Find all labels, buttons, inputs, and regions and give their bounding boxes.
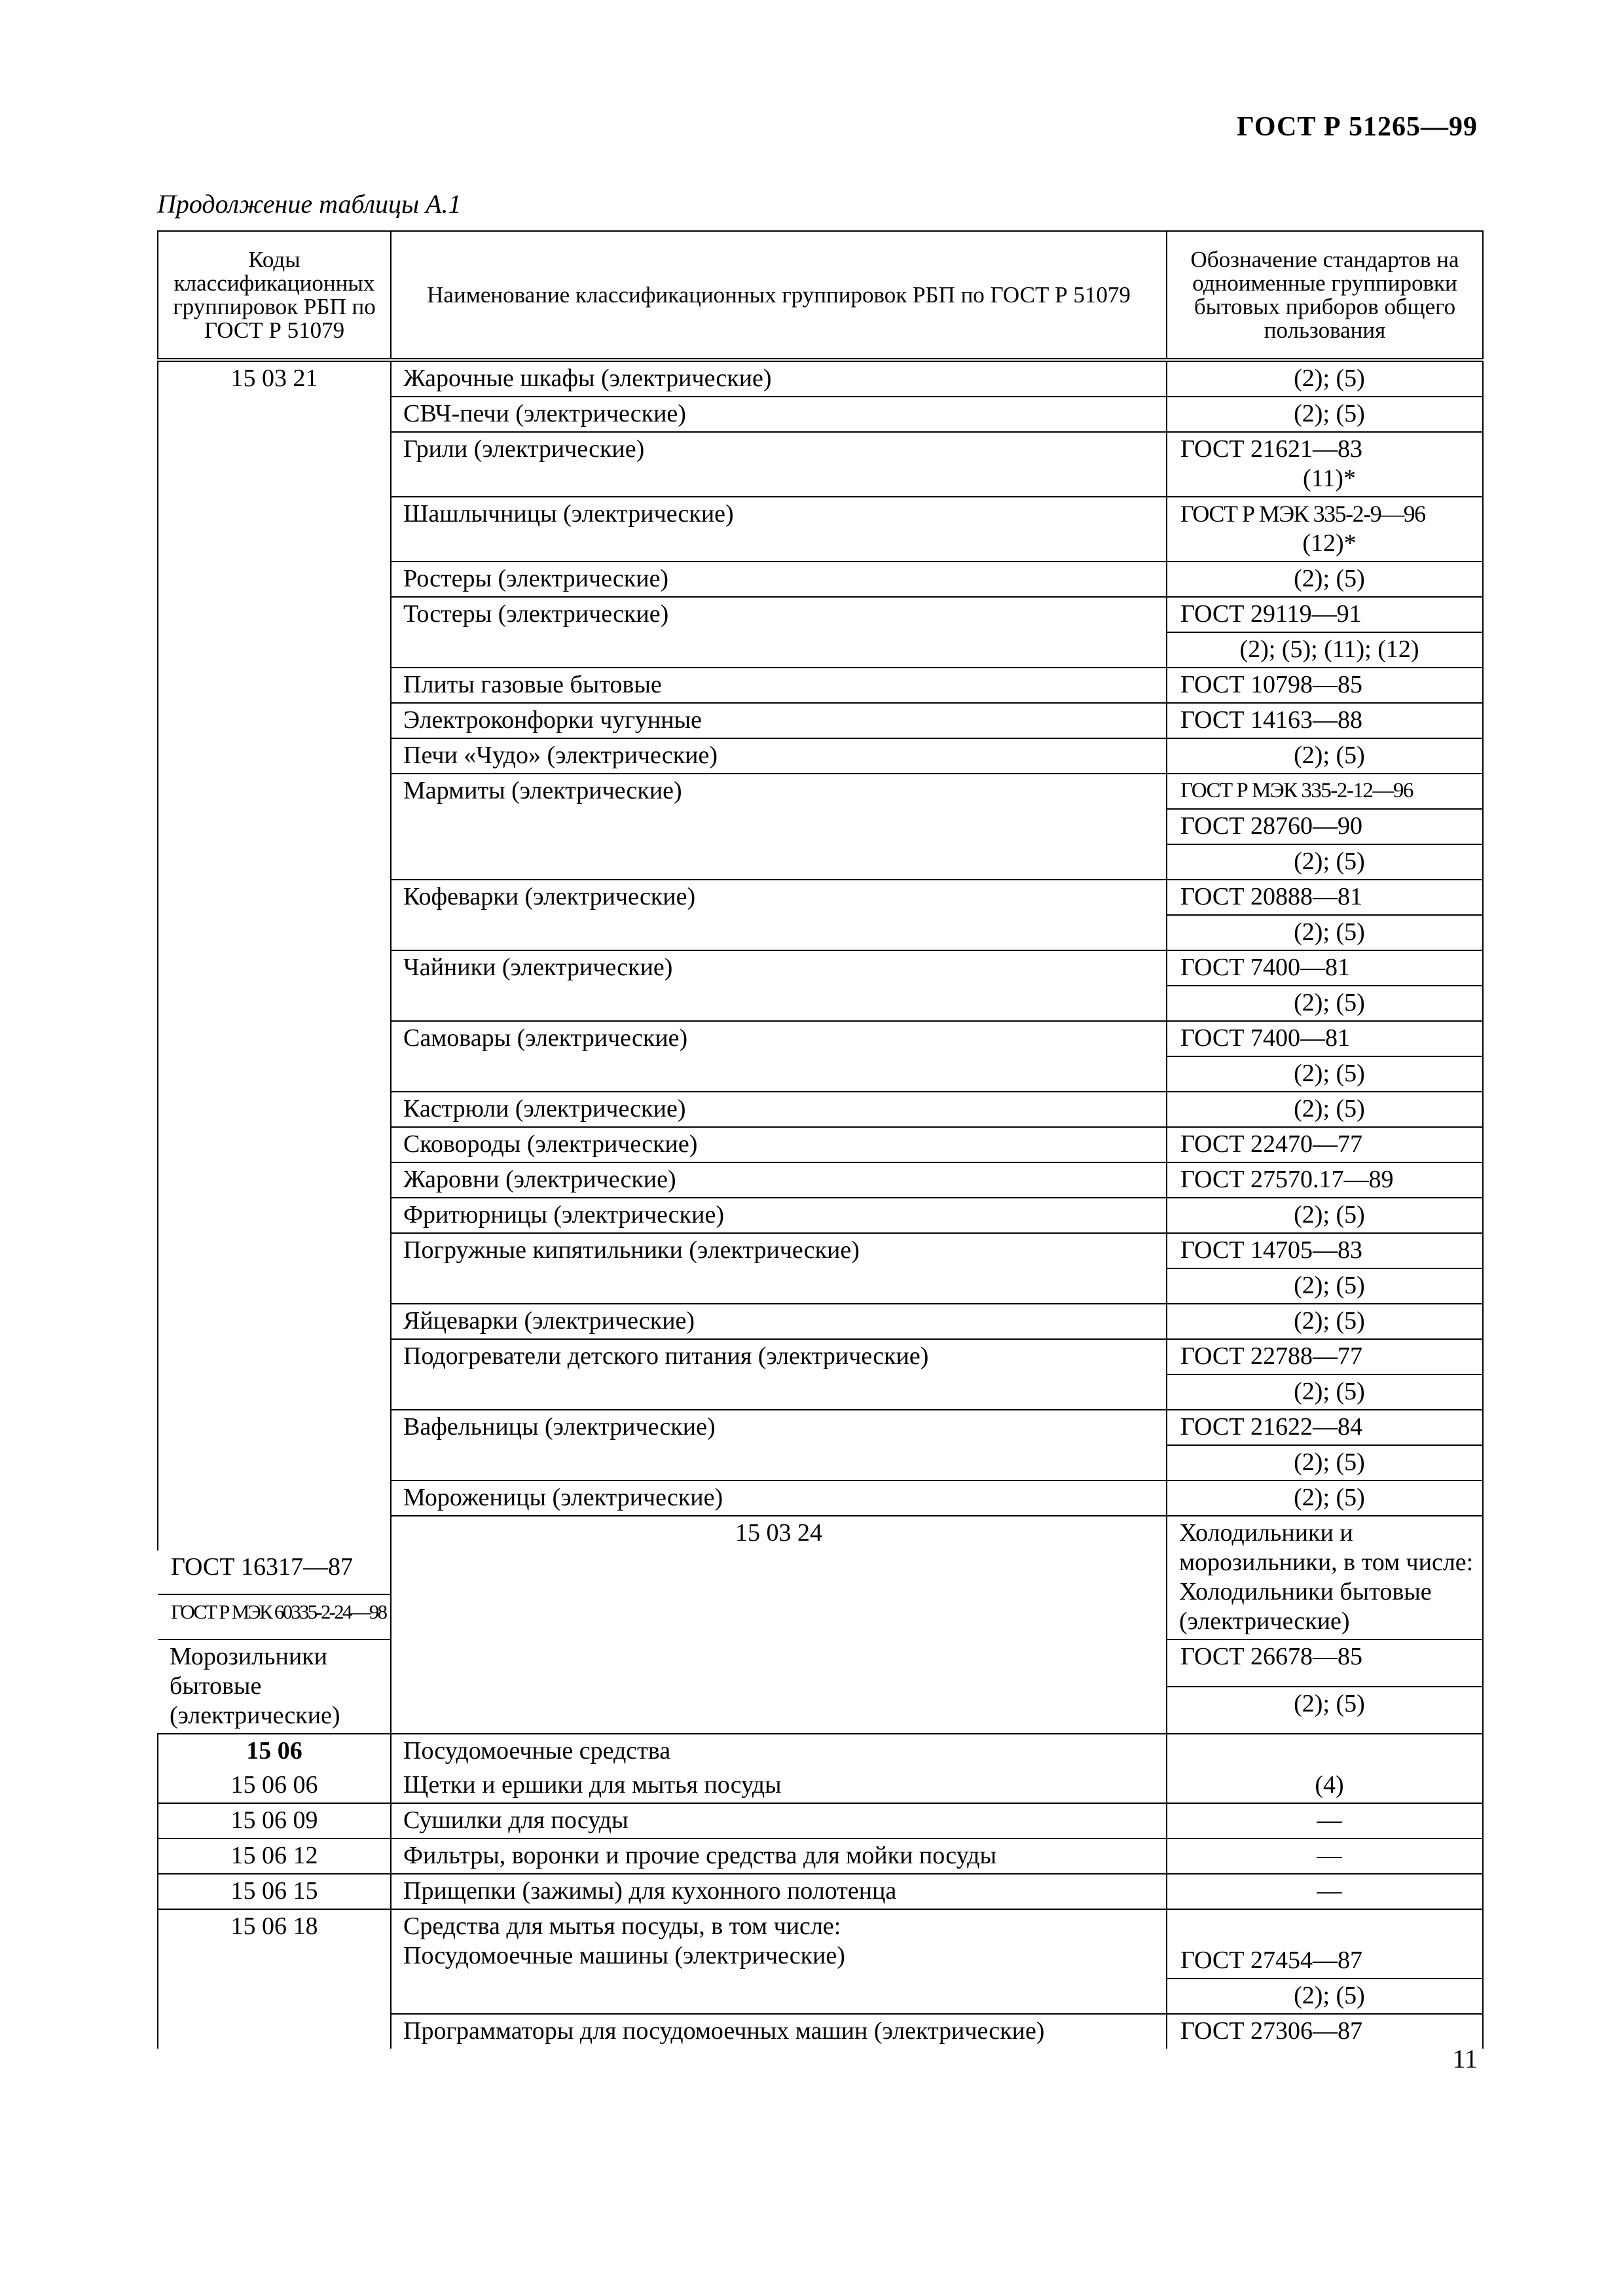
name-cell: СВЧ-печи (электрические)	[391, 397, 1167, 432]
table-row	[158, 1734, 1483, 1768]
name-cell	[1167, 1516, 1483, 1640]
standard-line: ГОСТ 21621—83	[1180, 435, 1362, 463]
standard-cell: (2); (5)	[1167, 915, 1483, 950]
code-cell: 15 06 06	[158, 1768, 391, 1803]
standard-cell: ГОСТ 14163—88	[1167, 703, 1483, 738]
table-header-row	[158, 231, 1483, 360]
standard-cell: ГОСТ 7400—81	[1167, 1021, 1483, 1056]
name-line: Холодильники и морозильники, в том числе:	[1179, 1519, 1474, 1576]
standard-cell: ГОСТ Р МЭК 60335-2-24—98	[158, 1594, 391, 1640]
name-cell: Кофеварки (электрические)	[391, 880, 1167, 950]
code-cell: 15 06 09	[158, 1803, 391, 1839]
standard-cell: —	[1167, 1874, 1483, 1909]
standard-line: (11)*	[1303, 465, 1356, 492]
name-cell: Мороженицы (электрические)	[391, 1480, 1167, 1516]
code-cell: 15 03 24	[391, 1516, 1167, 1734]
code-cell: 15 06 18	[158, 1909, 391, 2049]
name-cell: Чайники (электрические)	[391, 950, 1167, 1021]
standard-cell: ГОСТ 22788—77	[1167, 1339, 1483, 1374]
table-row	[158, 1839, 1483, 1874]
name-cell: Прищепки (зажимы) для кухонного полотенца	[391, 1874, 1167, 1909]
standard-cell: ГОСТ 27306—87	[1167, 2014, 1483, 2049]
name-line: Средства для мытья посуды, в том числе:	[403, 1912, 841, 1940]
standard-cell: (2); (5)	[1167, 1092, 1483, 1127]
standard-cell: ГОСТ 28760—90	[1167, 809, 1483, 844]
standard-cell: (2); (5)	[1167, 844, 1483, 880]
standard-cell: ГОСТ 22470—77	[1167, 1127, 1483, 1162]
standard-cell	[1167, 497, 1483, 562]
name-cell: Электроконфорки чугунные	[391, 703, 1167, 738]
standard-cell: (2); (5); (11); (12)	[1167, 632, 1483, 668]
standard-cell: ГОСТ 21622—84	[1167, 1410, 1483, 1445]
table-caption: Продолжение таблицы А.1	[157, 189, 462, 219]
standard-cell	[1167, 432, 1483, 497]
standard-cell: (2); (5)	[1167, 1445, 1483, 1480]
name-cell: Мармиты (электрические)	[391, 774, 1167, 880]
name-cell: Посудомоечные средства	[391, 1734, 1167, 1768]
standard-cell: ГОСТ 14705—83	[1167, 1233, 1483, 1268]
name-cell: Фильтры, воронки и прочие средства для мойки посуды	[391, 1839, 1167, 1874]
name-cell: Вафельницы (электрические)	[391, 1410, 1167, 1480]
name-cell: Самовары (электрические)	[391, 1021, 1167, 1092]
name-cell: Ростеры (электрические)	[391, 562, 1167, 597]
standard-cell: (2); (5)	[1167, 1304, 1483, 1339]
header-codes: Коды классификационных группировок РБП по ГОСТ Р 51079	[158, 231, 391, 360]
standard-cell: ГОСТ 16317—87	[158, 1551, 391, 1594]
standard-cell: ГОСТ Р МЭК 335-2-12—96	[1167, 774, 1483, 809]
standard-cell: ГОСТ 27454—87	[1167, 1944, 1483, 1979]
standard-cell: —	[1167, 1839, 1483, 1874]
document-code: ГОСТ Р 51265—99	[1237, 112, 1478, 142]
table-row	[158, 1874, 1483, 1909]
classification-table	[157, 230, 1484, 2049]
standard-cell: (2); (5)	[1167, 1198, 1483, 1233]
name-line: Посудомоечные машины (электрические)	[403, 1942, 845, 1969]
name-cell: Яйцеварки (электрические)	[391, 1304, 1167, 1339]
standard-cell: ГОСТ 27570.17—89	[1167, 1162, 1483, 1198]
classification-table-wrapper	[157, 230, 1482, 2045]
name-cell: Жаровни (электрические)	[391, 1162, 1167, 1198]
name-cell: Подогреватели детского питания (электрические)	[391, 1339, 1167, 1410]
name-cell: Сушилки для посуды	[391, 1803, 1167, 1839]
standard-cell: (2); (5)	[1167, 360, 1483, 397]
name-cell: Морозильники бытовые (электрические)	[158, 1640, 391, 1734]
standard-cell: (4)	[1167, 1734, 1483, 1803]
header-standards: Обозначение стандартов на одноименные группировки бытовых приборов общего пользования	[1167, 231, 1483, 360]
standard-cell: (2); (5)	[1167, 1056, 1483, 1092]
standard-line: (12)*	[1302, 529, 1357, 557]
standard-cell: (2); (5)	[1167, 986, 1483, 1021]
standard-cell: ГОСТ 29119—91	[1167, 597, 1483, 632]
standard-cell: ГОСТ 26678—85	[1167, 1640, 1483, 1687]
name-cell: Погружные кипятильники (электрические)	[391, 1233, 1167, 1304]
code-cell: 15 06 12	[158, 1839, 391, 1874]
standard-cell: (2); (5)	[1167, 1268, 1483, 1304]
standard-cell: (2); (5)	[1167, 1687, 1483, 1734]
standard-cell: ГОСТ 10798—85	[1167, 668, 1483, 703]
name-cell: Щетки и ершики для мытья посуды	[391, 1768, 1167, 1803]
standard-cell: ГОСТ 7400—81	[1167, 950, 1483, 986]
name-cell: Программаторы для посудомоечных машин (электрические)	[391, 2014, 1167, 2049]
name-cell: Фритюрницы (электрические)	[391, 1198, 1167, 1233]
standard-cell: (2); (5)	[1167, 1374, 1483, 1410]
standard-cell: ГОСТ 20888—81	[1167, 880, 1483, 915]
standard-cell: (2); (5)	[1167, 1979, 1483, 2014]
standard-cell: —	[1167, 1803, 1483, 1839]
standard-line: ГОСТ Р МЭК 335-2-9—96	[1180, 501, 1425, 527]
name-line: Холодильники бытовые (электрические)	[1179, 1578, 1432, 1635]
table-row	[158, 1803, 1483, 1839]
name-cell: Тостеры (электрические)	[391, 597, 1167, 668]
standard-cell: (2); (5)	[1167, 1480, 1483, 1516]
page-number: 11	[1452, 2044, 1478, 2073]
name-cell: Сковороды (электрические)	[391, 1127, 1167, 1162]
name-cell: Плиты газовые бытовые	[391, 668, 1167, 703]
header-group-name: Наименование классификационных группировок РБП по ГОСТ Р 51079	[391, 231, 1167, 360]
table-row	[158, 1909, 1483, 1944]
standard-cell: (2); (5)	[1167, 397, 1483, 432]
name-cell: Печи «Чудо» (электрические)	[391, 738, 1167, 774]
name-cell	[391, 1909, 1167, 2014]
code-cell: 15 06	[158, 1734, 391, 1768]
name-cell: Кастрюли (электрические)	[391, 1092, 1167, 1127]
table-row	[158, 360, 1483, 397]
standard-cell	[1167, 1909, 1483, 1944]
standard-cell: (2); (5)	[1167, 738, 1483, 774]
code-cell: 15 03 21	[158, 360, 391, 1551]
name-cell: Жарочные шкафы (электрические)	[391, 360, 1167, 397]
standard-cell: (2); (5)	[1167, 562, 1483, 597]
name-cell: Шашлычницы (электрические)	[391, 497, 1167, 562]
name-cell: Грили (электрические)	[391, 432, 1167, 497]
code-cell: 15 06 15	[158, 1874, 391, 1909]
